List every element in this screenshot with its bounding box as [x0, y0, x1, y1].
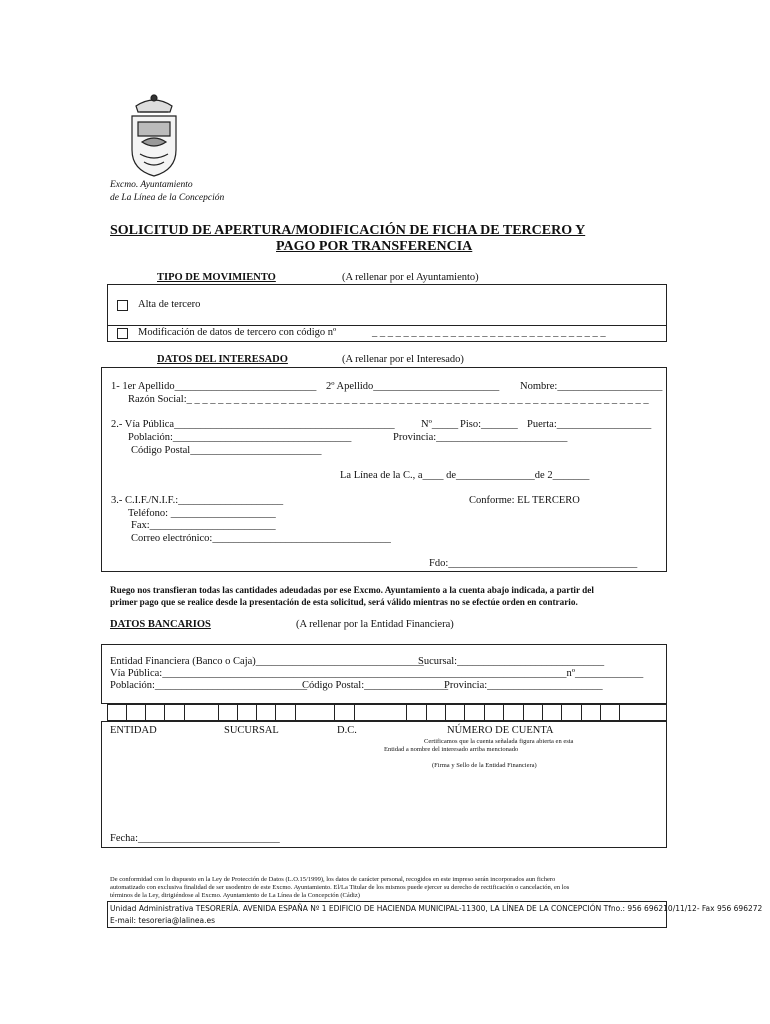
interested-heading: DATOS DEL INTERESADO	[157, 354, 288, 365]
col-sucursal-label: SUCURSAL	[224, 725, 279, 736]
apellido2-field[interactable]: 2º Apellido________________________	[326, 381, 500, 392]
account-digit-cell[interactable]	[561, 704, 563, 721]
footer-admin-line: Unidad Administrativa TESORERÍA. AVENIDA ESPAÑA Nº 1 EDIFICIO DE HACIENDA MUNICIPAL-11300, LA LÍNEA DE LA CONCEPCIÓN Tfno.: 956 696210/11/12- Fax 956 696272	[110, 904, 763, 913]
account-section-box	[101, 721, 667, 848]
account-digit-cell[interactable]	[542, 704, 544, 721]
footer-email: E-mail: tesoreria@lalinea.es	[110, 916, 215, 925]
bank-provincia-field[interactable]: Provincia:______________________	[444, 680, 603, 691]
account-digit-cell[interactable]	[334, 704, 336, 721]
org-name-line2: de La Línea de la Concepción	[110, 193, 225, 203]
account-digit-cell[interactable]	[426, 704, 428, 721]
account-digit-grid[interactable]	[107, 704, 667, 721]
account-digit-cell[interactable]	[237, 704, 239, 721]
account-digit-cell[interactable]	[619, 704, 621, 721]
correo-field[interactable]: Correo electrónico:__________________________________	[131, 533, 391, 544]
account-digit-cell[interactable]	[464, 704, 466, 721]
account-digit-cell[interactable]	[126, 704, 128, 721]
certification-line1: Certificamos que la cuenta señalada figura abierta en esta	[424, 738, 574, 745]
nombre-field[interactable]: Nombre:____________________	[520, 381, 663, 392]
legal-text-line3: términos de la Ley, dirigiéndose al Excmo. Ayuntamiento de La Línea de la Concepción (Cádiz)	[110, 892, 360, 899]
account-digit-cell[interactable]	[184, 704, 186, 721]
org-name-line1: Excmo. Ayuntamiento	[110, 180, 193, 190]
apellido1-field[interactable]: 1- 1er Apellido___________________________	[111, 381, 317, 392]
account-digit-cell[interactable]	[256, 704, 258, 721]
modification-label: Modificación de datos de tercero con código nº	[138, 327, 337, 338]
poblacion-field[interactable]: Población:__________________________________	[128, 432, 352, 443]
account-digit-cell[interactable]	[275, 704, 277, 721]
telefono-field[interactable]: Teléfono: ____________________	[128, 508, 276, 519]
modification-checkbox[interactable]	[117, 328, 128, 339]
request-text-line1: Ruego nos transfieran todas las cantidades adeudadas por ese Excmo. Ayuntamiento a la cuenta abajo indicada, a partir del	[110, 585, 594, 595]
account-digit-cell[interactable]	[523, 704, 525, 721]
bank-poblacion-field[interactable]: Población:_____________________________	[110, 680, 308, 691]
col-entidad-label: ENTIDAD	[110, 725, 157, 736]
account-digit-cell[interactable]	[484, 704, 486, 721]
document-title-line2: PAGO POR TRANSFERENCIA	[276, 239, 473, 254]
bank-via-field[interactable]: Vía Pública:_____________________________________________________________________________nº_____________	[110, 668, 644, 679]
alta-checkbox[interactable]	[117, 300, 128, 311]
bank-cp-field[interactable]: Código Postal:________________	[302, 680, 449, 691]
bank-heading: DATOS BANCARIOS	[110, 619, 211, 630]
cif-field[interactable]: 3.- C.I.F./N.I.F.:____________________	[111, 495, 284, 506]
bank-note: (A rellenar por la Entidad Financiera)	[296, 619, 454, 630]
account-digit-cell[interactable]	[600, 704, 602, 721]
provincia-field[interactable]: Provincia:_________________________	[393, 432, 568, 443]
alta-label: Alta de tercero	[138, 299, 201, 310]
piso-field[interactable]: Piso:_______	[460, 419, 518, 430]
sucursal-field[interactable]: Sucursal:____________________________	[418, 656, 605, 667]
movement-heading: TIPO DE MOVIMIENTO	[157, 272, 276, 283]
account-digit-cell[interactable]	[581, 704, 583, 721]
account-digit-cell[interactable]	[445, 704, 447, 721]
codigo-postal-field[interactable]: Código Postal_________________________	[131, 445, 322, 456]
movement-divider	[107, 325, 667, 326]
via-publica-field[interactable]: 2.- Vía Pública__________________________________________	[111, 419, 395, 430]
modification-code-field[interactable]: _ _ _ _ _ _ _ _ _ _ _ _ _ _ _ _ _ _ _ _ _ _ _ _ _ _ _ _ _ _	[372, 327, 606, 338]
legal-text-line1: De conformidad con lo dispuesto en la Ley de Protección de Datos (L.O.15/1999), los datos de carácter personal, recogidos en este impreso serán incorporados aun fichero	[110, 876, 556, 883]
numero-field[interactable]: Nº_____	[421, 419, 459, 430]
request-text-line2: primer pago que se realice desde la presentación de esta solicitud, será válido mientras no se efectúe orden en contrario.	[110, 597, 578, 607]
certification-line2: Entidad a nombre del interesado arriba mencionado	[384, 746, 519, 753]
legal-text-line2: automatizado con exclusiva finalidad de ser usodentro de este Excmo. Ayuntamiento. El/La Titular de los mismos puede ejercer su derecho de rectificación o cancelación, en los	[110, 884, 570, 891]
document-title-line1: SOLICITUD DE APERTURA/MODIFICACIÓN DE FICHA DE TERCERO Y	[110, 223, 586, 238]
account-digit-cell[interactable]	[295, 704, 297, 721]
account-digit-cell[interactable]	[107, 704, 109, 721]
account-digit-cell[interactable]	[503, 704, 505, 721]
fdo-signature-field[interactable]: Fdo:____________________________________	[429, 558, 638, 569]
col-dc-label: D.C.	[337, 725, 357, 736]
firma-sello-label: (Firma y Sello de la Entidad Financiera)	[432, 762, 537, 769]
entidad-financiera-field[interactable]: Entidad Financiera (Banco o Caja)________________________________	[110, 656, 424, 667]
movement-note: (A rellenar por el Ayuntamiento)	[342, 272, 479, 283]
date-line[interactable]: La Línea de la C., a____ de_______________de 2_______	[340, 470, 590, 481]
fecha-field[interactable]: Fecha:___________________________	[110, 833, 280, 844]
interested-note: (A rellenar por el Interesado)	[342, 354, 464, 365]
account-digit-cell[interactable]	[145, 704, 147, 721]
account-digit-cell[interactable]	[164, 704, 166, 721]
fax-field[interactable]: Fax:________________________	[131, 520, 276, 531]
account-digit-cell[interactable]	[406, 704, 408, 721]
account-digit-cell[interactable]	[218, 704, 220, 721]
coat-of-arms-logo	[122, 92, 186, 180]
razon-social-field[interactable]: Razón Social:_ _ _ _ _ _ _ _ _ _ _ _ _ _ _ _ _ _ _ _ _ _ _ _ _ _ _ _ _ _ _ _ _ _ _ _ _ _ _ _ _ _ _ _ _ _ _ _ _ _ _ _ _ _ _ _ _ _ _	[128, 394, 649, 405]
account-digit-cell[interactable]	[354, 704, 356, 721]
puerta-field[interactable]: Puerta:__________________	[527, 419, 652, 430]
conforme-label: Conforme: EL TERCERO	[469, 495, 580, 506]
col-cuenta-label: NÚMERO DE CUENTA	[447, 725, 554, 736]
